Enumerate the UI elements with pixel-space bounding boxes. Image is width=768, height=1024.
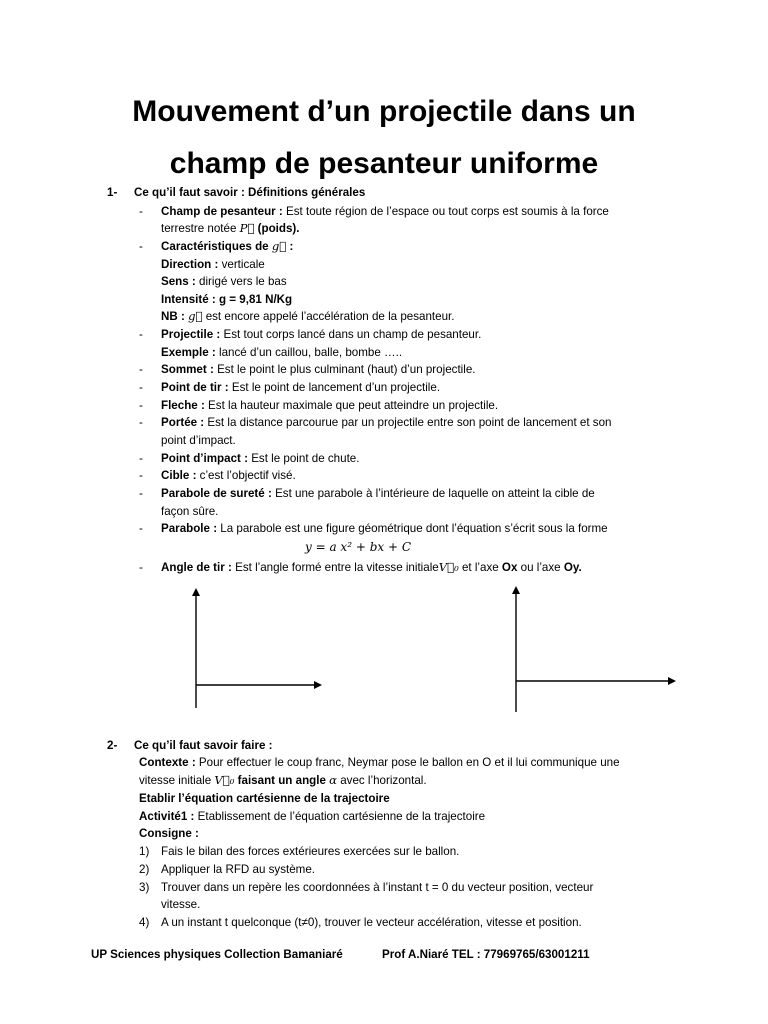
def-tir <box>161 379 440 397</box>
bullet-dash: - <box>139 328 143 341</box>
contexte-text-1: Pour effectuer le coup franc, Neymar pose le ballon en O et il lui communique une <box>198 756 620 769</box>
bullet-dash: - <box>139 416 143 429</box>
page-title <box>60 86 708 190</box>
def-parabole-term: Parabole : <box>161 522 218 535</box>
step-number: 1) <box>139 845 150 858</box>
def-cible-term: Cible : <box>161 469 197 482</box>
bullet-dash: - <box>139 399 143 412</box>
step-text: A un instant t quelconque (t≠0), trouver le vecteur accélération, vitesse et position. <box>161 916 582 929</box>
bullet-dash: - <box>139 381 143 394</box>
def-angle-text-3: ou l’axe <box>520 561 561 574</box>
symbol-g-vector: g⃗ <box>271 239 287 253</box>
def-cible <box>161 467 296 485</box>
bullet-dash: - <box>139 469 143 482</box>
contexte-text-2b: faisant un angle <box>237 774 326 787</box>
step-text: Appliquer la RFD au système. <box>161 863 316 876</box>
nb-symbol-g-vector: g⃗ <box>188 309 203 323</box>
step-number: 4) <box>139 916 150 929</box>
def-tir-term: Point de tir : <box>161 381 229 394</box>
def-sommet-text: Est le point le plus culminant (haut) d’un projectile. <box>217 363 476 376</box>
def-surete-text-2: façon sûre. <box>161 505 219 518</box>
bullet-dash: - <box>139 205 143 218</box>
def-champ-line-1 <box>161 203 609 221</box>
def-parabole <box>161 520 608 538</box>
contexte-label: Contexte : <box>139 756 196 769</box>
def-champ-text-3: (poids). <box>257 222 300 235</box>
def-caract-nb <box>161 308 454 326</box>
axis-ox: Ox <box>501 561 518 574</box>
step-text: Trouver dans un repère les coordonnées à l’instant t = 0 du vecteur position, vecteur <box>161 881 594 894</box>
title-line-1: Mouvement d’un projectile dans un <box>132 95 636 128</box>
def-fleche <box>161 397 498 415</box>
def-portee-text-1: Est la distance parcourue par un projectile entre son point de lancement et son <box>207 416 612 429</box>
def-champ-term: Champ de pesanteur : <box>161 205 283 218</box>
def-impact <box>161 450 359 468</box>
objective: Etablir l’équation cartésienne de la trajectoire <box>139 792 390 805</box>
bullet-dash: - <box>139 363 143 376</box>
def-impact-text: Est le point de chute. <box>251 452 360 465</box>
def-projectile <box>161 326 481 344</box>
def-portee-text-2: point d’impact. <box>161 434 236 447</box>
section-1-heading: Ce qu’il faut savoir : Définitions générales <box>134 186 366 199</box>
def-cible-text: c’est l’objectif visé. <box>199 469 296 482</box>
def-champ-text-1: Est toute région de l’espace ou tout corps est soumis à la force <box>286 205 609 218</box>
def-champ-text-2: terrestre notée <box>161 222 237 235</box>
contexte-text-2c: avec l’horizontal. <box>340 774 427 787</box>
intensite-label: Intensité : <box>161 293 216 306</box>
def-caract-direction <box>161 256 265 274</box>
def-caract-sens <box>161 273 287 291</box>
def-projectile-example <box>161 344 402 362</box>
def-projectile-term: Projectile : <box>161 328 221 341</box>
contexte-line-2 <box>139 772 427 790</box>
section-2-number: 2- <box>107 739 118 752</box>
def-champ-line-2 <box>161 220 300 238</box>
def-fleche-text: Est la hauteur maximale que peut atteindre un projectile. <box>208 399 499 412</box>
symbol-alpha: α <box>329 773 337 787</box>
def-surete-term: Parabole de sureté : <box>161 487 272 500</box>
def-fleche-term: Fleche : <box>161 399 205 412</box>
direction-value: verticale <box>221 258 265 271</box>
bullet-dash: - <box>139 561 143 574</box>
footer-right: Prof A.Niaré TEL : 77969765/63001211 <box>382 948 590 961</box>
direction-label: Direction : <box>161 258 219 271</box>
bullet-dash: - <box>139 240 143 253</box>
def-portee-line-1 <box>161 414 612 432</box>
def-sommet-term: Sommet : <box>161 363 214 376</box>
example-text: lancé d’un caillou, balle, bombe ….. <box>219 346 403 359</box>
def-caract-heading <box>161 238 293 256</box>
def-impact-term: Point d’impact : <box>161 452 248 465</box>
def-angle-term: Angle de tir : <box>161 561 232 574</box>
def-caract-colon: : <box>289 240 294 253</box>
activite-label: Activité1 : <box>139 810 195 823</box>
bullet-dash: - <box>139 487 143 500</box>
nb-label: NB : <box>161 310 185 323</box>
def-sommet <box>161 361 475 379</box>
nb-text: est encore appelé l’accélération de la pesanteur. <box>205 310 455 323</box>
contexte-line-1 <box>139 754 620 772</box>
parabola-equation: y = a x² + bx + C <box>305 540 412 554</box>
step-text: Fais le bilan des forces extérieures exercées sur le ballon. <box>161 845 460 858</box>
def-portee-term: Portée : <box>161 416 205 429</box>
def-surete-text-1: Est une parabole à l’intérieure de laquelle on atteint la cible de <box>275 487 595 500</box>
consigne: Consigne : <box>139 827 199 840</box>
axis-oy: Oy <box>563 561 579 574</box>
def-projectile-text: Est tout corps lancé dans un champ de pesanteur. <box>223 328 482 341</box>
bullet-dash: - <box>139 452 143 465</box>
def-caract-intensite <box>161 291 292 309</box>
example-label: Exemple : <box>161 346 216 359</box>
symbol-v0-vector: V⃗₀ <box>438 560 459 574</box>
axes-diagram-right <box>516 588 674 712</box>
def-angle-text-1: Est l’angle formé entre la vitesse initiale <box>235 561 439 574</box>
title-line-2: champ de pesanteur uniforme <box>169 147 599 180</box>
intensite-value: g = 9,81 N/Kg <box>219 293 293 306</box>
step-number: 3) <box>139 881 150 894</box>
footer-left: UP Sciences physiques Collection Bamaniaré <box>91 948 343 961</box>
step-text-continued: vitesse. <box>161 898 201 911</box>
axes-diagram-left <box>196 590 320 708</box>
section-2-heading: Ce qu’il faut savoir faire : <box>134 739 273 752</box>
step-number: 2) <box>139 863 150 876</box>
def-caract-term: Caractéristiques de <box>161 240 269 253</box>
activite-text: Etablissement de l’équation cartésienne de la trajectoire <box>197 810 486 823</box>
def-angle <box>161 559 582 577</box>
def-angle-end: . <box>578 561 582 574</box>
def-surete-line-1 <box>161 485 595 503</box>
section-1-number: 1- <box>107 186 118 199</box>
contexte-text-2a: vitesse initiale <box>139 774 212 787</box>
symbol-p-vector: P⃗ <box>239 221 255 235</box>
def-parabole-text: La parabole est une figure géométrique dont l’équation s’écrit sous la forme <box>220 522 608 535</box>
bullet-dash: - <box>139 522 143 535</box>
sens-label: Sens : <box>161 275 196 288</box>
contexte-symbol-v0: V⃗₀ <box>214 773 235 787</box>
activite <box>139 808 485 826</box>
def-tir-text: Est le point de lancement d’un projectile. <box>231 381 441 394</box>
sens-value: dirigé vers le bas <box>199 275 287 288</box>
def-angle-text-2: et l’axe <box>461 561 499 574</box>
